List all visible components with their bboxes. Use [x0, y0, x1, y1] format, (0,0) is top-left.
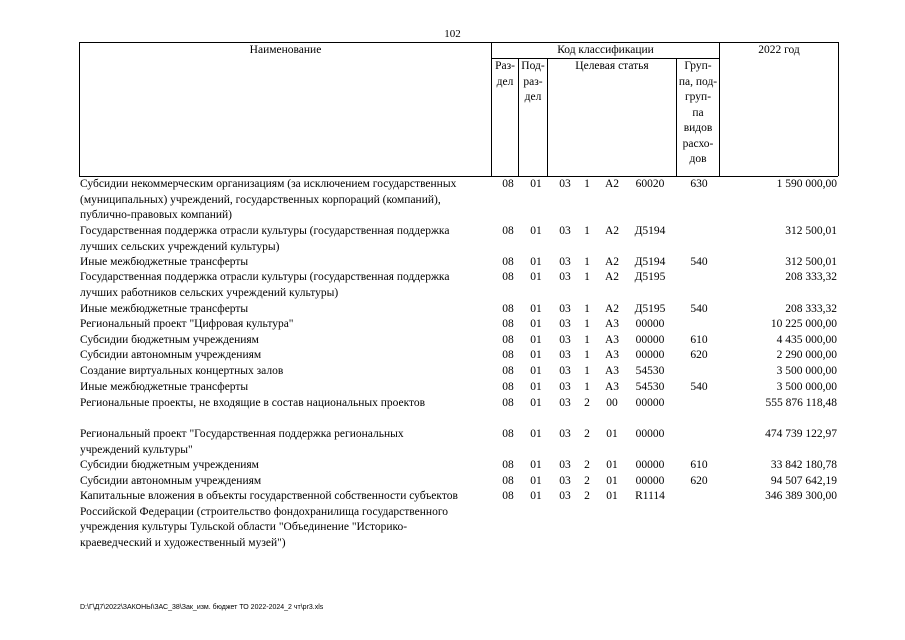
row-target-2: 2 — [584, 428, 590, 440]
row-target-4: 54530 — [635, 381, 665, 393]
row-podrazdel: 01 — [530, 256, 542, 268]
header-expense-type: Груп- па, под- груп- па видов расхо- дов — [678, 60, 718, 165]
row-razdel: 08 — [502, 349, 514, 361]
row-name: Иные межбюджетные трансферты — [80, 381, 249, 393]
row-name: Иные межбюджетные трансферты — [80, 303, 249, 315]
row-target-2: 1 — [584, 365, 590, 377]
row-target-2: 1 — [584, 334, 590, 346]
row-amount: 10 225 000,00 — [770, 318, 837, 330]
row-target-1: 03 — [559, 334, 571, 346]
row-target-1: 03 — [559, 178, 571, 190]
row-target-2: 1 — [584, 271, 590, 283]
row-razdel: 08 — [502, 271, 514, 283]
row-podrazdel: 01 — [530, 334, 542, 346]
row-podrazdel: 01 — [530, 349, 542, 361]
page-number: 102 — [444, 28, 461, 40]
row-name: Субсидии бюджетным учреждениям — [80, 459, 259, 471]
row-podrazdel: 01 — [530, 490, 542, 502]
row-target-3: А2 — [604, 256, 620, 268]
row-name: Региональный проект "Цифровая культура" — [80, 318, 294, 330]
row-razdel: 08 — [502, 225, 514, 237]
row-podrazdel: 01 — [530, 428, 542, 440]
row-expense-type: 540 — [690, 381, 708, 393]
row-amount: 3 500 000,00 — [776, 365, 837, 377]
row-name: Субсидии некоммерческим организациям (за исключением государственных (муниципальных) учреждений, государственных корпораций (компаний), публично-правовых компаний) — [80, 178, 457, 221]
row-target-3: А2 — [604, 271, 620, 283]
row-target-4: Д5195 — [634, 271, 666, 283]
row-amount: 1 590 000,00 — [776, 178, 837, 190]
row-target-4: Д5195 — [634, 303, 666, 315]
row-amount: 312 500,01 — [785, 225, 837, 237]
row-razdel: 08 — [502, 475, 514, 487]
row-target-1: 03 — [559, 459, 571, 471]
row-podrazdel: 01 — [530, 475, 542, 487]
row-podrazdel: 01 — [530, 318, 542, 330]
row-podrazdel: 01 — [530, 381, 542, 393]
row-target-3: 01 — [606, 490, 618, 502]
row-amount: 346 389 300,00 — [765, 490, 837, 502]
row-razdel: 08 — [502, 303, 514, 315]
row-razdel: 08 — [502, 397, 514, 409]
row-podrazdel: 01 — [530, 397, 542, 409]
row-name: Субсидии автономным учреждениям — [80, 475, 262, 487]
row-name: Капитальные вложения в объекты государственной собственности субъектов Российской Федерации (строительство фондохранилища государственного учреждения культуры Тульской области "Объединение "Историко- краеведческий и художественный музей") — [80, 490, 458, 549]
row-target-1: 03 — [559, 475, 571, 487]
row-target-4: 00000 — [635, 459, 665, 471]
header-border-right — [838, 42, 839, 176]
row-amount: 94 507 642,19 — [770, 475, 837, 487]
row-target-3: А3 — [604, 318, 620, 330]
row-target-2: 1 — [584, 318, 590, 330]
row-target-3: А3 — [604, 349, 620, 361]
row-target-1: 03 — [559, 303, 571, 315]
row-name: Государственная поддержка отрасли культуры (государственная поддержка лучших сельских учреждений культуры) — [80, 225, 450, 253]
row-target-4: Д5194 — [634, 256, 666, 268]
row-target-3: А3 — [604, 334, 620, 346]
row-target-2: 1 — [584, 381, 590, 393]
row-target-3: 00 — [606, 397, 618, 409]
row-target-4: 54530 — [635, 365, 665, 377]
header-podrazdel: Под- раз- дел — [521, 60, 545, 103]
row-podrazdel: 01 — [530, 225, 542, 237]
row-name: Субсидии автономным учреждениям — [80, 349, 262, 361]
row-target-3: А2 — [604, 178, 620, 190]
row-razdel: 08 — [502, 381, 514, 393]
row-amount: 474 739 122,97 — [765, 428, 837, 440]
row-target-3: 01 — [606, 475, 618, 487]
row-target-3: 01 — [606, 459, 618, 471]
row-target-4: R1114 — [635, 490, 665, 502]
header-classification-code: Код классификации — [557, 44, 654, 56]
row-podrazdel: 01 — [530, 365, 542, 377]
row-target-2: 2 — [584, 490, 590, 502]
row-razdel: 08 — [502, 490, 514, 502]
row-amount: 208 333,32 — [785, 271, 837, 283]
row-target-1: 03 — [559, 271, 571, 283]
row-razdel: 08 — [502, 365, 514, 377]
row-razdel: 08 — [502, 256, 514, 268]
row-target-1: 03 — [559, 318, 571, 330]
row-target-2: 1 — [584, 256, 590, 268]
row-target-4: 60020 — [635, 178, 665, 190]
row-target-2: 1 — [584, 303, 590, 315]
row-name: Региональные проекты, не входящие в состав национальных проектов — [80, 397, 426, 409]
row-target-2: 2 — [584, 397, 590, 409]
row-expense-type: 540 — [690, 256, 708, 268]
header-border-left — [79, 42, 80, 176]
row-amount: 312 500,01 — [785, 256, 837, 268]
row-target-1: 03 — [559, 256, 571, 268]
row-name: Региональный проект "Государственная поддержка региональных учреждений культуры" — [80, 428, 404, 456]
row-target-3: А3 — [604, 365, 620, 377]
row-amount: 555 876 118,48 — [765, 397, 837, 409]
row-target-3: А2 — [604, 303, 620, 315]
row-expense-type: 620 — [690, 349, 708, 361]
row-razdel: 08 — [502, 318, 514, 330]
row-target-4: 00000 — [635, 475, 665, 487]
row-expense-type: 630 — [690, 178, 708, 190]
row-name: Иные межбюджетные трансферты — [80, 256, 249, 268]
row-podrazdel: 01 — [530, 459, 542, 471]
row-name: Создание виртуальных концертных залов — [80, 365, 284, 377]
row-podrazdel: 01 — [530, 178, 542, 190]
row-amount: 3 500 000,00 — [776, 381, 837, 393]
row-target-4: 00000 — [635, 318, 665, 330]
row-target-3: А2 — [604, 225, 620, 237]
row-target-2: 1 — [584, 225, 590, 237]
row-target-2: 1 — [584, 178, 590, 190]
row-amount: 33 842 180,78 — [770, 459, 837, 471]
row-target-1: 03 — [559, 428, 571, 440]
row-name: Субсидии бюджетным учреждениям — [80, 334, 259, 346]
row-podrazdel: 01 — [530, 303, 542, 315]
row-target-1: 03 — [559, 349, 571, 361]
row-target-4: Д5194 — [634, 225, 666, 237]
header-divider-year — [719, 42, 720, 176]
row-target-2: 1 — [584, 349, 590, 361]
row-name: Государственная поддержка отрасли культуры (государственная поддержка лучших работников сельских учреждений культуры) — [80, 271, 450, 299]
row-target-2: 2 — [584, 459, 590, 471]
row-target-1: 03 — [559, 365, 571, 377]
row-target-1: 03 — [559, 381, 571, 393]
header-divider-podrazdel — [547, 58, 548, 176]
row-target-2: 2 — [584, 475, 590, 487]
row-target-1: 03 — [559, 490, 571, 502]
row-target-3: 01 — [606, 428, 618, 440]
row-podrazdel: 01 — [530, 271, 542, 283]
row-expense-type: 540 — [690, 303, 708, 315]
header-razdel: Раз- дел — [495, 60, 515, 88]
row-expense-type: 620 — [690, 475, 708, 487]
row-amount: 2 290 000,00 — [776, 349, 837, 361]
row-razdel: 08 — [502, 334, 514, 346]
header-year: 2022 год — [758, 44, 800, 56]
row-razdel: 08 — [502, 428, 514, 440]
header-name: Наименование — [249, 44, 322, 56]
header-target-article: Целевая статья — [575, 60, 649, 72]
row-target-4: 00000 — [635, 349, 665, 361]
row-expense-type: 610 — [690, 459, 708, 471]
row-amount: 208 333,32 — [785, 303, 837, 315]
row-target-4: 00000 — [635, 397, 665, 409]
footer-file-path: D:\Г\Д7\2022\ЗАКОНЫ\ЗАС_38\Зак_изм. бюджет ТО 2022-2024_2 чт\pr3.xls — [80, 604, 324, 611]
row-target-4: 00000 — [635, 428, 665, 440]
row-razdel: 08 — [502, 459, 514, 471]
row-razdel: 08 — [502, 178, 514, 190]
table-header — [79, 42, 838, 177]
row-target-1: 03 — [559, 397, 571, 409]
row-expense-type: 610 — [690, 334, 708, 346]
row-target-1: 03 — [559, 225, 571, 237]
row-amount: 4 435 000,00 — [776, 334, 837, 346]
row-target-4: 00000 — [635, 334, 665, 346]
row-target-3: А3 — [604, 381, 620, 393]
